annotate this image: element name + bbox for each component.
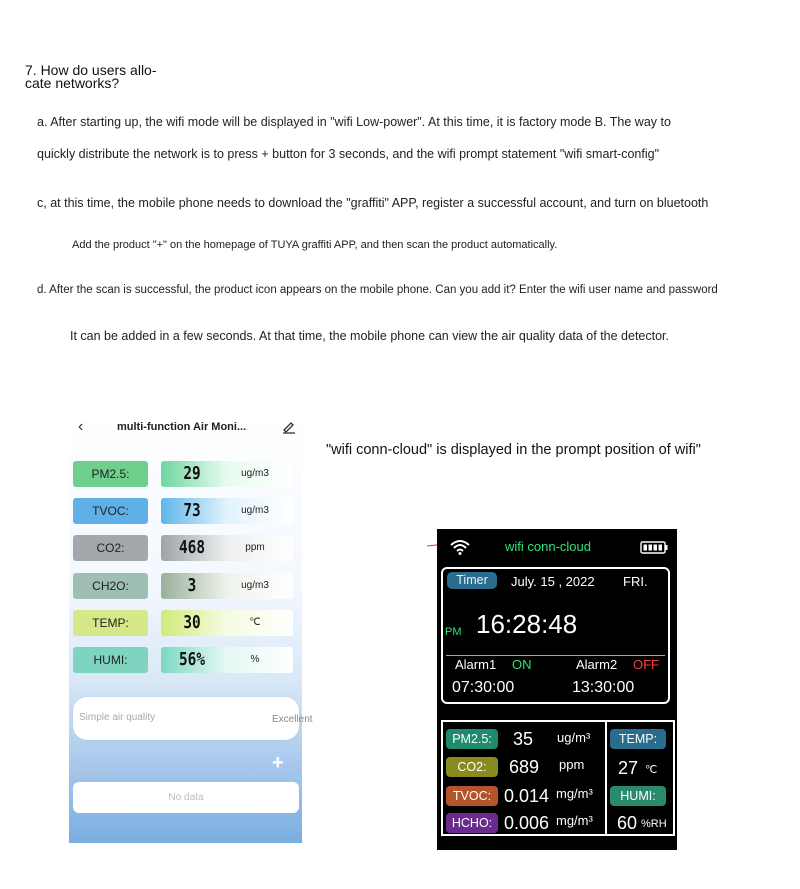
reading-row-tvoc [73, 498, 297, 524]
reading-unit: ug/m3 [241, 505, 269, 516]
timer-badge: Timer [447, 572, 497, 589]
reading-unit: ug/m3 [241, 580, 269, 591]
reading-value-box [161, 498, 293, 524]
humi-value: 60 [617, 813, 638, 833]
temp-value: 27 [618, 758, 639, 778]
alarm1-state: ON [512, 657, 532, 672]
tvoc-value: 0.014 [504, 786, 550, 806]
date-display: July. 15 , 2022 [511, 574, 595, 589]
hcho-badge: HCHO: [446, 813, 498, 833]
humi-unit: %RH [641, 818, 667, 830]
air-index-label: Air index [75, 766, 112, 777]
paragraph-d-line2: It can be added in a few seconds. At that time, the mobile phone can view the air quality data of the detector. [70, 329, 669, 343]
reading-value-box [161, 573, 293, 599]
ampm-indicator: PM [445, 626, 462, 638]
app-title: multi-function Air Moni... [117, 421, 247, 433]
humi-badge: HUMI: [610, 786, 666, 806]
reading-value: 3 [187, 575, 197, 596]
pm25-badge: PM2.5: [446, 729, 498, 749]
reading-value: 56% [178, 649, 205, 670]
reading-label: CO2: [73, 535, 148, 561]
reading-value-box [161, 535, 293, 561]
chevron-left-icon[interactable]: ‹ [78, 418, 84, 435]
alarm2-label: Alarm2 [576, 657, 618, 672]
wifi-icon [450, 539, 470, 555]
reading-value: 468 [178, 537, 205, 558]
hcho-unit: mg/m³ [556, 813, 593, 828]
paragraph-c-line2: Add the product "+" on the homepage of TUYA graffiti APP, and then scan the product automatically. [72, 239, 558, 251]
battery-icon [640, 541, 668, 554]
wifi-status: wifi conn-cloud [505, 539, 591, 554]
plus-icon[interactable]: + [272, 752, 284, 774]
no-data-card: No data [73, 782, 299, 813]
reading-value-box [161, 610, 293, 636]
reading-label: PM2.5: [73, 461, 148, 487]
paragraph-a-line1: a. After starting up, the wifi mode will be displayed in "wifi Low-power". At this time, it is factory mode B. The way to [37, 115, 671, 129]
app-header [69, 412, 302, 442]
pencil-icon[interactable] [282, 420, 296, 434]
reading-label: CH2O: [73, 573, 148, 599]
reading-unit: ug/m3 [241, 468, 269, 479]
pm25-value: 35 [513, 729, 534, 749]
alarm2-state: OFF [633, 657, 659, 672]
pm25-unit: ug/m³ [557, 730, 591, 745]
alarm1-time: 07:30:00 [452, 679, 515, 696]
clock-divider [446, 655, 665, 656]
reading-unit: % [250, 654, 260, 665]
reading-label: HUMI: [73, 647, 148, 673]
reading-row-pm25 [73, 461, 297, 487]
reading-row-temp [73, 610, 297, 636]
reading-value: 30 [183, 612, 201, 633]
reading-unit: ℃ [249, 617, 261, 628]
co2-badge: CO2: [446, 757, 498, 777]
temp-unit: ℃ [645, 764, 658, 776]
hcho-value: 0.006 [504, 813, 550, 833]
reading-value-box [161, 461, 293, 487]
reading-row-humi [73, 647, 297, 673]
reading-value-box [161, 647, 293, 673]
clock-time: 16:28:48 [476, 609, 578, 639]
clock-panel [441, 567, 670, 704]
paragraph-d-line1: d. After the scan is successful, the product icon appears on the mobile phone. Can you add it? Enter the wifi user name and password [37, 284, 718, 296]
reading-row-ch2o [73, 573, 297, 599]
air-quality-label: Simple air quality [79, 712, 156, 723]
alarm1-label: Alarm1 [455, 657, 497, 672]
co2-value: 689 [509, 757, 540, 777]
wifi-caption: "wifi conn-cloud" is displayed in the prompt position of wifi" [326, 442, 701, 458]
co2-unit: ppm [559, 757, 585, 772]
tvoc-unit: mg/m³ [556, 786, 593, 801]
phone-app-screenshot [69, 412, 313, 843]
sensor-panel [441, 720, 675, 836]
temp-badge: TEMP: [610, 729, 666, 749]
reading-value: 73 [183, 500, 201, 521]
paragraph-a-line2: quickly distribute the network is to press + button for 3 seconds, and the wifi prompt statement "wifi smart-config" [37, 147, 660, 161]
reading-label: TEMP: [73, 610, 148, 636]
paragraph-c-line1: c, at this time, the mobile phone needs to download the "graffiti" APP, register a successful account, and turn on bluetooth [37, 196, 709, 210]
reading-label: TVOC: [73, 498, 148, 524]
tvoc-badge: TVOC: [446, 786, 498, 806]
reading-row-co2 [73, 535, 297, 561]
reading-unit: ppm [245, 542, 265, 553]
sensor-divider [605, 722, 607, 834]
section-heading: 7. How do users allo- cate networks? [25, 62, 157, 91]
device-display [437, 529, 677, 850]
day-of-week: FRI. [623, 574, 648, 589]
air-quality-card[interactable] [73, 697, 313, 740]
reading-value: 29 [183, 463, 201, 484]
air-quality-value: Excellent [272, 714, 313, 725]
alarm2-time: 13:30:00 [572, 679, 635, 696]
